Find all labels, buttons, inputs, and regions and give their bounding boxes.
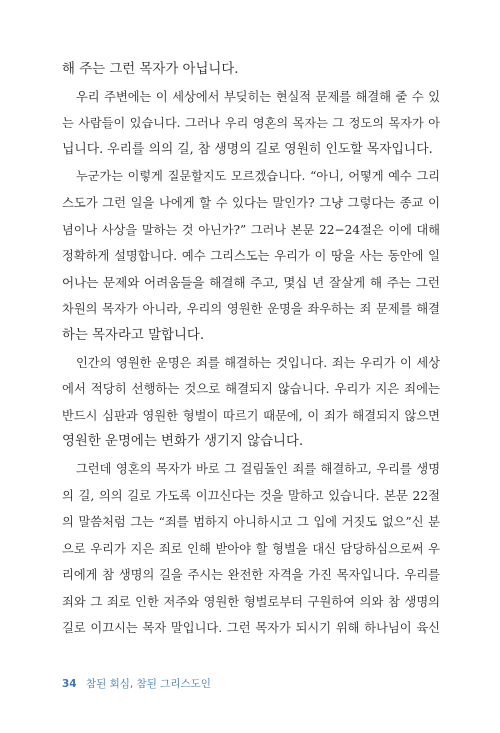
text-line: 닙니다. 우리를 의의 길, 참 생명의 길로 영원히 인도할 목자입니다. <box>62 141 433 157</box>
page-body-text <box>62 57 440 642</box>
text-line: 으로 우리가 지은 죄로 인해 받아야 할 형벌을 대신 담당하심으로써 우 <box>62 541 440 556</box>
text-line: 영원한 운명에는 변화가 생기지 않습니다. <box>62 434 304 450</box>
text-line: 그런데 영혼의 목자가 바로 그 걸림돌인 죄를 해결하고, 우리를 생명 <box>76 461 440 476</box>
running-title: 참된 회심, 참된 그리스도인 <box>85 678 211 690</box>
text-line: 우리 주변에는 이 세상에서 부딪히는 현실적 문제를 해결해 줄 수 있 <box>76 89 440 104</box>
page-footer <box>62 677 211 691</box>
text-line: 스도가 그런 일을 나에게 할 수 있다는 말인가? 그냥 그렇다는 종교 이 <box>62 195 440 210</box>
text-line: 정확하게 설명합니다. 예수 그리스도는 우리가 이 땅을 사는 동안에 일 <box>62 249 440 264</box>
text-line: 하는 목자라고 말합니다. <box>62 327 205 343</box>
text-line: 념이나 사상을 말하는 것 아닌가?” 그러나 본문 22−24절은 이에 대해 <box>62 222 440 237</box>
text-line: 의 길, 의의 길로 가도록 이끄신다는 것을 말하고 있습니다. 본문 22절 <box>62 488 440 503</box>
text-line: 차원의 목자가 아니라, 우리의 영원한 운명을 좌우하는 죄 문제를 해결 <box>62 302 440 317</box>
text-line: 는 사람들이 있습니다. 그러나 우리 영혼의 목자는 그 정도의 목자가 아 <box>62 116 440 131</box>
text-line: 인간의 영원한 운명은 죄를 해결하는 것입니다. 죄는 우리가 이 세상 <box>76 355 440 370</box>
text-line: 리에게 참 생명의 길을 주시는 완전한 자격을 가진 목자입니다. 우리를 <box>62 568 440 583</box>
text-line: 반드시 심판과 영원한 형벌이 따르기 때문에, 이 죄가 해결되지 않으면 <box>62 408 440 423</box>
text-line: 길로 이끄시는 목자 말입니다. 그런 목자가 되시기 위해 하나님이 육신 <box>62 621 440 636</box>
page-number: 34 <box>62 678 77 690</box>
text-line: 의 말씀처럼 그는 “죄를 범하지 아니하시고 그 입에 거짓도 없으”신 분 <box>62 515 440 530</box>
text-line: 해 주는 그런 목자가 아닙니다. <box>62 62 239 77</box>
text-line: 어나는 문제와 어려움들을 해결해 주고, 몇십 년 잘살게 해 주는 그런 <box>62 274 440 290</box>
text-line: 에서 적당히 선행하는 것으로 해결되지 않습니다. 우리가 지은 죄에는 <box>62 382 440 397</box>
text-line: 누군가는 이렇게 질문할지도 모르겠습니다. “아니, 어떻게 예수 그리 <box>76 169 440 184</box>
text-line: 죄와 그 죄로 인한 저주와 영원한 형벌로부터 구원하여 의와 참 생명의 <box>62 594 440 609</box>
